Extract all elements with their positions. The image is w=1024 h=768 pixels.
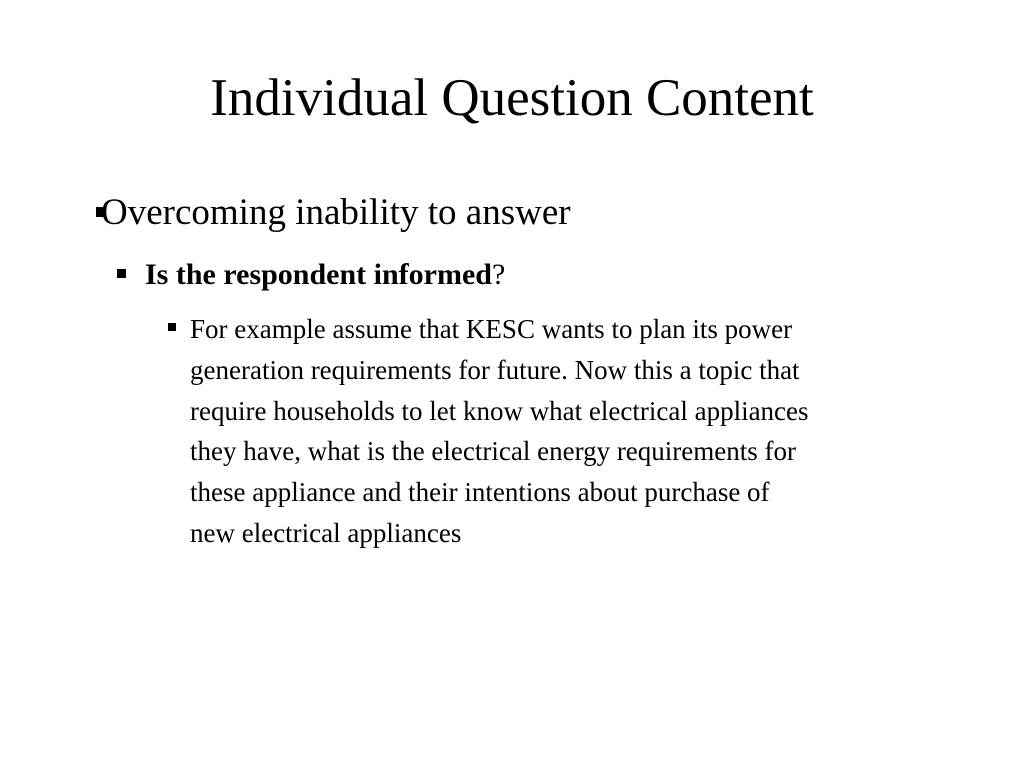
paragraph-line: new electrical appliances (190, 517, 462, 548)
paragraph-line: require households to let know what electrical appliances (190, 395, 809, 426)
paragraph-line: these appliance and their intentions about purchase of (190, 477, 770, 508)
square-bullet-icon (117, 269, 126, 278)
bullet-level-1 (96, 190, 571, 233)
bullet-level-3-paragraph (190, 309, 980, 554)
bullet-level-1-text (101, 190, 571, 236)
square-bullet-icon (168, 323, 176, 331)
bullet-level-2-suffix: ? (491, 258, 506, 291)
paragraph-line: generation requirements for future. Now this a topic that (190, 354, 800, 385)
bullet-level-2 (117, 256, 506, 291)
slide-title: Individual Question Content (210, 69, 814, 127)
bullet-level-2-bold-label: Is the respondent informed (145, 258, 492, 291)
bullet-level-1-label: Overcoming inability to answer (101, 192, 571, 233)
bullet-level-2-text (145, 256, 505, 294)
bullet-level-3 (168, 309, 809, 548)
paragraph-line: For example assume that KESC wants to plan its power (190, 314, 793, 344)
paragraph-line: they have, what is the electrical energy requirements for (190, 436, 796, 467)
